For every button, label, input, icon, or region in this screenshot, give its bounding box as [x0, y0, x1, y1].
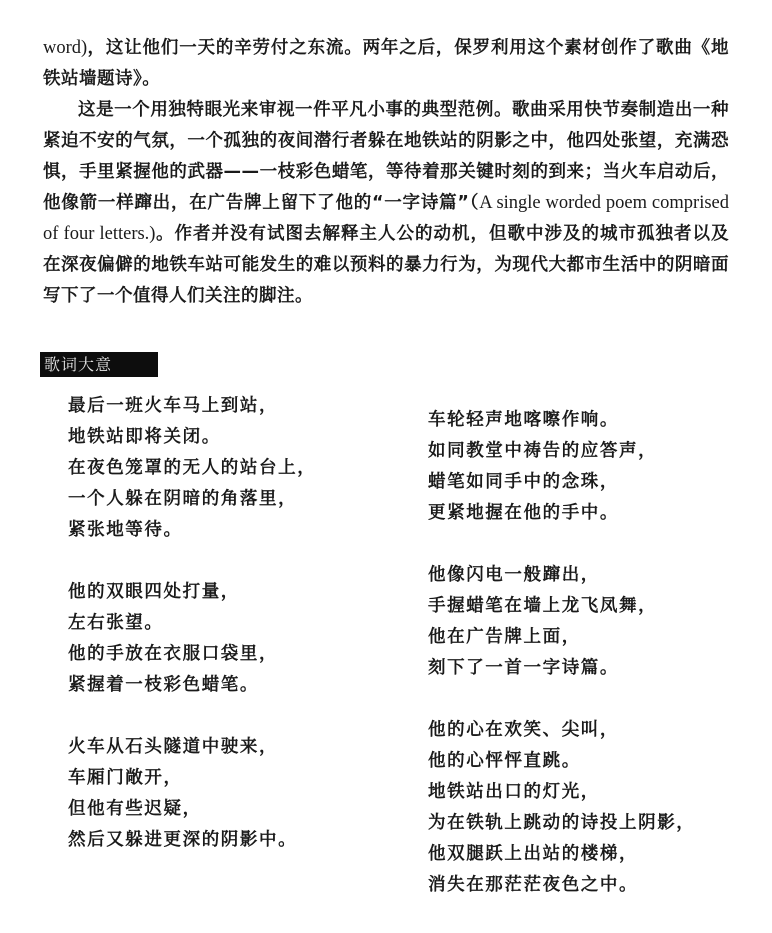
lyric-line: 他的心怦怦直跳。	[428, 751, 581, 771]
lyric-line: 在夜色笼罩的无人的站台上，	[68, 458, 317, 478]
stanza	[68, 391, 388, 546]
lyric-line: 更紧地握在他的手中。	[428, 503, 619, 523]
lyric-line: 一个人躲在阴暗的角落里，	[68, 489, 298, 509]
stanza	[68, 732, 388, 856]
paragraph-1	[43, 33, 729, 95]
stanza	[428, 560, 748, 684]
lyric-line: 火车从石头隧道中驶来，	[68, 737, 279, 757]
lyric-line: 他的手放在衣服口袋里，	[68, 644, 279, 664]
lyric-line: 地铁站出口的灯光，	[428, 782, 600, 802]
lyric-line: 他的心在欢笑、尖叫，	[428, 720, 619, 740]
lyric-line: 手握蜡笔在墙上龙飞凤舞，	[428, 596, 658, 616]
paragraph-2-text-a: 这是一个用独特眼光来审视一件平凡小事的典型范例。歌曲采用快节奏制造出一种紧迫不安的气氛，一个孤独的夜间潜行者躲在地铁站的阴影之中，他四处张望，充满恐惧，手里紧握他的武器——一枝彩色蜡笔，等待着那关键时刻的到来；当火车启动后，他像箭一样蹿出，在广告牌上留下了他的“一字诗篇”（	[43, 100, 729, 213]
lyric-line: 他在广告牌上面，	[428, 627, 581, 647]
prose-body	[43, 33, 729, 312]
section-header-label: 歌词大意	[44, 355, 113, 374]
lyric-line: 他像闪电一般蹿出，	[428, 565, 600, 585]
lyric-line: 紧握着一枝彩色蜡笔。	[68, 675, 259, 695]
paragraph-1-latin: word)	[43, 38, 88, 58]
lyric-line: 左右张望。	[68, 613, 164, 633]
lyric-line: 紧张地等待。	[68, 520, 183, 540]
lyric-line: 最后一班火车马上到站，	[68, 396, 279, 416]
lyric-line: 蜡笔如同手中的念珠，	[428, 472, 619, 492]
lyric-line: 车厢门敞开，	[68, 768, 183, 788]
paragraph-1-text: ，这让他们一天的辛劳付之东流。两年之后，保罗利用这个素材创作了歌曲《地铁站墙题诗》。	[43, 38, 729, 89]
stanza	[428, 405, 748, 529]
lyrics-column-right	[428, 405, 748, 926]
lyric-line: 车轮轻声地喀嚓作响。	[428, 410, 619, 430]
lyric-line: 他的双眼四处打量，	[68, 582, 240, 602]
lyrics-column-left	[68, 391, 388, 887]
lyric-line: 消失在那茫茫夜色之中。	[428, 875, 639, 895]
lyric-line: 但他有些迟疑，	[68, 799, 202, 819]
lyric-line: 为在铁轨上跳动的诗投上阴影，	[428, 813, 696, 833]
paragraph-2-text-b: 。作者并没有试图去解释主人公的动机，但歌中涉及的城市孤独者以及在深夜偏僻的地铁车站可能发生的难以预料的暴力行为，为现代大都市生活中的阴暗面写下了一个值得人们关注的脚注。	[43, 224, 729, 306]
stanza	[68, 577, 388, 701]
lyric-line: 刻下了一首一字诗篇。	[428, 658, 619, 678]
section-header-lyrics-summary	[40, 352, 158, 377]
lyric-line: 他双腿跃上出站的楼梯，	[428, 844, 639, 864]
paragraph-2	[43, 95, 729, 312]
lyric-line: 然后又躲进更深的阴影中。	[68, 830, 298, 850]
stanza	[428, 715, 748, 895]
lyric-line: 地铁站即将关闭。	[68, 427, 221, 447]
lyric-line: 如同教堂中祷告的应答声，	[428, 441, 658, 461]
paragraph-2-latin: A single worded poem comprised of four letters.)	[43, 193, 729, 244]
